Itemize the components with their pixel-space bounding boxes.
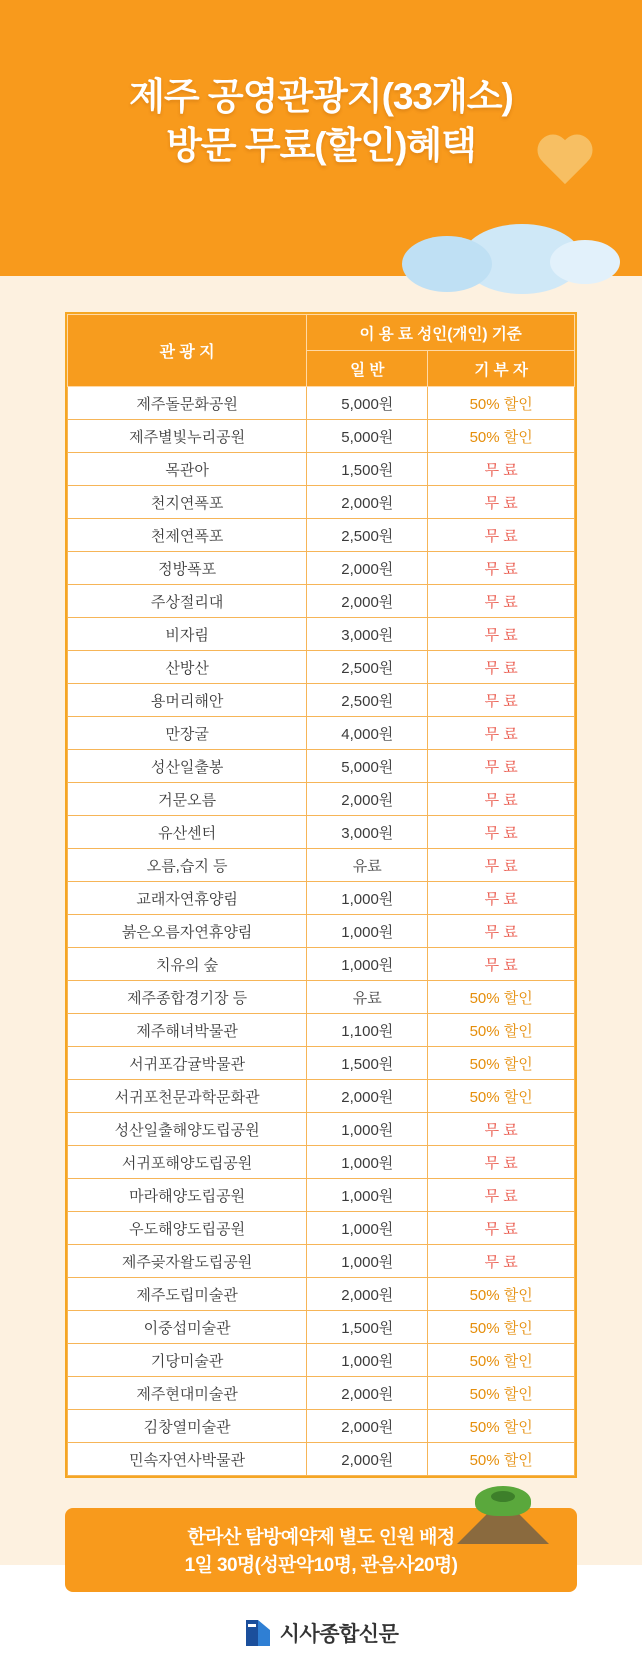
table-row: [68, 420, 575, 453]
cell-general-fee: 2,000원: [307, 552, 428, 585]
column-header-fee-group: 이 용 료 성인(개인) 기준: [307, 315, 575, 351]
table-row: [68, 915, 575, 948]
cell-general-fee: 2,000원: [307, 1443, 428, 1476]
cell-donor-benefit: 무 료: [428, 684, 575, 717]
cell-donor-benefit: 무 료: [428, 717, 575, 750]
cell-donor-benefit: 무 료: [428, 1146, 575, 1179]
note-line2: 1일 30명(성판악10명, 관음사20명): [184, 1554, 458, 1576]
cell-donor-benefit: 무 료: [428, 486, 575, 519]
cell-general-fee: 3,000원: [307, 816, 428, 849]
benefit-table: [67, 314, 575, 1476]
table-head: [68, 315, 575, 387]
table-row: [68, 1278, 575, 1311]
cell-place: 서귀포감귤박물관: [68, 1047, 307, 1080]
newspaper-logo-icon: [244, 1618, 272, 1648]
cell-donor-benefit: 무 료: [428, 552, 575, 585]
cell-donor-benefit: 무 료: [428, 651, 575, 684]
table-row: [68, 717, 575, 750]
cell-general-fee: 2,000원: [307, 783, 428, 816]
cell-general-fee: 2,000원: [307, 1377, 428, 1410]
cell-donor-benefit: 무 료: [428, 915, 575, 948]
cell-donor-benefit: 50% 할인: [428, 1344, 575, 1377]
cell-donor-benefit: 무 료: [428, 948, 575, 981]
cell-place: 목관아: [68, 453, 307, 486]
column-header-donor: 기 부 자: [428, 351, 575, 387]
table-row: [68, 552, 575, 585]
cell-place: 성산일출봉: [68, 750, 307, 783]
table-row: [68, 783, 575, 816]
table-row: [68, 453, 575, 486]
cell-donor-benefit: 무 료: [428, 585, 575, 618]
cell-place: 제주현대미술관: [68, 1377, 307, 1410]
cell-general-fee: 2,500원: [307, 519, 428, 552]
table-row: [68, 1080, 575, 1113]
cell-donor-benefit: 50% 할인: [428, 981, 575, 1014]
table-row: [68, 1443, 575, 1476]
cell-donor-benefit: 무 료: [428, 1212, 575, 1245]
cell-general-fee: 5,000원: [307, 387, 428, 420]
cell-place: 정방폭포: [68, 552, 307, 585]
cell-place: 성산일출해양도립공원: [68, 1113, 307, 1146]
cell-donor-benefit: 무 료: [428, 519, 575, 552]
cell-donor-benefit: 무 료: [428, 453, 575, 486]
cell-place: 이중섭미술관: [68, 1311, 307, 1344]
cell-donor-benefit: 50% 할인: [428, 387, 575, 420]
cell-place: 서귀포천문과학문화관: [68, 1080, 307, 1113]
cell-general-fee: 1,000원: [307, 1212, 428, 1245]
table-row: [68, 1047, 575, 1080]
cell-donor-benefit: 무 료: [428, 1179, 575, 1212]
note-line1: 한라산 탐방예약제 별도 인원 배정: [187, 1527, 455, 1548]
table-row: [68, 948, 575, 981]
cell-donor-benefit: 무 료: [428, 849, 575, 882]
cell-place: 만장굴: [68, 717, 307, 750]
cell-place: 제주돌문화공원: [68, 387, 307, 420]
cell-general-fee: 1,000원: [307, 1245, 428, 1278]
cell-general-fee: 5,000원: [307, 750, 428, 783]
cell-donor-benefit: 50% 할인: [428, 1443, 575, 1476]
cell-donor-benefit: 무 료: [428, 1113, 575, 1146]
footer-logo-text: 시사종합신문: [279, 1623, 399, 1646]
cell-place: 제주도립미술관: [68, 1278, 307, 1311]
cell-general-fee: 유료: [307, 849, 428, 882]
table-row: [68, 1113, 575, 1146]
cell-general-fee: 2,000원: [307, 585, 428, 618]
table-row: [68, 1344, 575, 1377]
cell-place: 제주별빛누리공원: [68, 420, 307, 453]
table-row: [68, 750, 575, 783]
cell-place: 우도해양도립공원: [68, 1212, 307, 1245]
cell-place: 기당미술관: [68, 1344, 307, 1377]
cell-place: 치유의 숲: [68, 948, 307, 981]
cell-donor-benefit: 무 료: [428, 618, 575, 651]
table-row: [68, 1014, 575, 1047]
cell-donor-benefit: 50% 할인: [428, 1278, 575, 1311]
table-row: [68, 1212, 575, 1245]
cell-place: 제주해녀박물관: [68, 1014, 307, 1047]
cell-donor-benefit: 무 료: [428, 1245, 575, 1278]
cell-place: 서귀포해양도립공원: [68, 1146, 307, 1179]
cell-place: 산방산: [68, 651, 307, 684]
page-title: [0, 0, 642, 170]
cell-donor-benefit: 50% 할인: [428, 1047, 575, 1080]
cell-general-fee: 1,500원: [307, 1047, 428, 1080]
cell-general-fee: 5,000원: [307, 420, 428, 453]
reservation-note: [65, 1508, 577, 1592]
cell-place: 제주곶자왈도립공원: [68, 1245, 307, 1278]
table-row: [68, 882, 575, 915]
cell-place: 천지연폭포: [68, 486, 307, 519]
column-header-general: 일 반: [307, 351, 428, 387]
cell-donor-benefit: 무 료: [428, 750, 575, 783]
cell-place: 천제연폭포: [68, 519, 307, 552]
table-row: [68, 519, 575, 552]
table-row: [68, 849, 575, 882]
page-title-line2: 방문 무료(할인)혜택: [166, 125, 476, 167]
cell-place: 유산센터: [68, 816, 307, 849]
table-row: [68, 816, 575, 849]
table-row: [68, 618, 575, 651]
table-row: [68, 1410, 575, 1443]
cell-place: 붉은오름자연휴양림: [68, 915, 307, 948]
mountain-icon: [457, 1482, 549, 1544]
table-row: [68, 1311, 575, 1344]
cell-general-fee: 1,000원: [307, 948, 428, 981]
poster-header: [0, 0, 642, 276]
cell-general-fee: 유료: [307, 981, 428, 1014]
cell-general-fee: 1,000원: [307, 1146, 428, 1179]
cell-place: 민속자연사박물관: [68, 1443, 307, 1476]
cell-donor-benefit: 무 료: [428, 783, 575, 816]
table-body: [68, 387, 575, 1476]
cell-general-fee: 1,000원: [307, 1179, 428, 1212]
cell-general-fee: 4,000원: [307, 717, 428, 750]
cell-donor-benefit: 50% 할인: [428, 1311, 575, 1344]
cell-place: 교래자연휴양림: [68, 882, 307, 915]
column-header-place: 관 광 지: [68, 315, 307, 387]
cell-place: 거문오름: [68, 783, 307, 816]
cell-general-fee: 1,000원: [307, 882, 428, 915]
cell-general-fee: 2,000원: [307, 1278, 428, 1311]
cell-place: 용머리해안: [68, 684, 307, 717]
table-row: [68, 387, 575, 420]
footer-logo: [0, 1618, 642, 1648]
cell-general-fee: 2,000원: [307, 1410, 428, 1443]
cell-place: 제주종합경기장 등: [68, 981, 307, 1014]
cell-place: 비자림: [68, 618, 307, 651]
cell-donor-benefit: 무 료: [428, 882, 575, 915]
cell-general-fee: 1,500원: [307, 453, 428, 486]
cell-general-fee: 3,000원: [307, 618, 428, 651]
cell-general-fee: 1,000원: [307, 1344, 428, 1377]
cell-place: 주상절리대: [68, 585, 307, 618]
cell-donor-benefit: 50% 할인: [428, 1080, 575, 1113]
cell-donor-benefit: 50% 할인: [428, 1410, 575, 1443]
cell-general-fee: 1,000원: [307, 1113, 428, 1146]
table-row: [68, 1179, 575, 1212]
cell-general-fee: 2,000원: [307, 486, 428, 519]
cell-place: 마라해양도립공원: [68, 1179, 307, 1212]
table-row: [68, 1377, 575, 1410]
table-row: [68, 1245, 575, 1278]
benefit-table-wrap: [65, 312, 577, 1478]
cell-general-fee: 1,000원: [307, 915, 428, 948]
table-row: [68, 981, 575, 1014]
cell-donor-benefit: 무 료: [428, 816, 575, 849]
cell-place: 김창열미술관: [68, 1410, 307, 1443]
table-row: [68, 1146, 575, 1179]
cell-general-fee: 2,500원: [307, 651, 428, 684]
cell-place: 오름,습지 등: [68, 849, 307, 882]
cell-general-fee: 1,100원: [307, 1014, 428, 1047]
cell-donor-benefit: 50% 할인: [428, 1014, 575, 1047]
table-row: [68, 651, 575, 684]
table-row: [68, 486, 575, 519]
cell-general-fee: 2,000원: [307, 1080, 428, 1113]
cell-donor-benefit: 50% 할인: [428, 420, 575, 453]
cell-general-fee: 1,500원: [307, 1311, 428, 1344]
page-title-line1: 제주 공영관광지(33개소): [129, 76, 513, 117]
cell-donor-benefit: 50% 할인: [428, 1377, 575, 1410]
table-row: [68, 585, 575, 618]
cell-general-fee: 2,500원: [307, 684, 428, 717]
table-row: [68, 684, 575, 717]
